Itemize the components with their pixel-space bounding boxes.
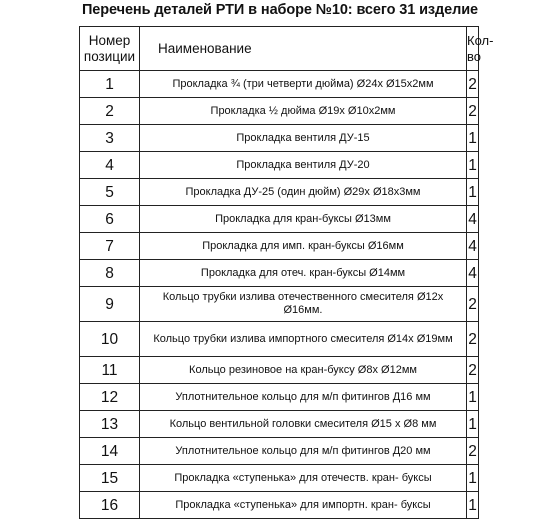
row-quantity: 4 bbox=[467, 260, 479, 287]
table-row bbox=[80, 357, 479, 384]
table-row bbox=[80, 233, 479, 260]
table-row bbox=[80, 384, 479, 411]
row-number: 14 bbox=[80, 438, 140, 465]
row-number: 7 bbox=[80, 233, 140, 260]
row-quantity: 2 bbox=[467, 71, 479, 98]
row-number: 10 bbox=[80, 322, 140, 357]
row-quantity: 2 bbox=[467, 98, 479, 125]
table-row bbox=[80, 411, 479, 438]
table-row bbox=[80, 492, 479, 519]
row-number: 2 bbox=[80, 98, 140, 125]
row-number: 1 bbox=[80, 71, 140, 98]
row-quantity: 1 bbox=[467, 492, 479, 519]
row-number: 9 bbox=[80, 287, 140, 322]
row-number: 4 bbox=[80, 152, 140, 179]
row-quantity: 2 bbox=[467, 438, 479, 465]
table-row bbox=[80, 206, 479, 233]
parts-table bbox=[79, 26, 494, 519]
row-name: Прокладка вентиля ДУ-15 bbox=[140, 125, 467, 152]
row-number: 11 bbox=[80, 357, 140, 384]
row-name: Кольцо трубки излива импортного смесителя Ø14х Ø19мм bbox=[140, 322, 467, 357]
header-position-number: Номер позиции bbox=[80, 27, 140, 71]
row-quantity: 2 bbox=[467, 322, 479, 357]
row-name: Прокладка вентиля ДУ-20 bbox=[140, 152, 467, 179]
table-row bbox=[80, 125, 479, 152]
row-quantity: 1 bbox=[467, 411, 479, 438]
row-name: Уплотнительное кольцо для м/п фитингов Д16 мм bbox=[140, 384, 467, 411]
table-row bbox=[80, 260, 479, 287]
row-number: 5 bbox=[80, 179, 140, 206]
header-name: Наименование bbox=[140, 27, 467, 71]
table-row bbox=[80, 465, 479, 492]
row-number: 16 bbox=[80, 492, 140, 519]
row-number: 12 bbox=[80, 384, 140, 411]
row-number: 15 bbox=[80, 465, 140, 492]
row-name: Прокладка для имп. кран-буксы Ø16мм bbox=[140, 233, 467, 260]
row-name: Прокладка для кран-буксы Ø13мм bbox=[140, 206, 467, 233]
row-name: Прокладка для отеч. кран-буксы Ø14мм bbox=[140, 260, 467, 287]
row-number: 6 bbox=[80, 206, 140, 233]
row-quantity: 1 bbox=[467, 465, 479, 492]
row-quantity: 2 bbox=[467, 357, 479, 384]
table-row bbox=[80, 98, 479, 125]
row-number: 3 bbox=[80, 125, 140, 152]
row-number: 13 bbox=[80, 411, 140, 438]
table-row bbox=[80, 438, 479, 465]
row-name: Уплотнительное кольцо для м/п фитингов Д20 мм bbox=[140, 438, 467, 465]
row-quantity: 4 bbox=[467, 206, 479, 233]
table-header-row bbox=[80, 27, 479, 71]
row-name: Кольцо трубки излива отечественного смесителя Ø12х Ø16мм. bbox=[140, 287, 467, 322]
row-quantity: 4 bbox=[467, 233, 479, 260]
table-row bbox=[80, 179, 479, 206]
row-quantity: 1 bbox=[467, 384, 479, 411]
row-name: Прокладка ½ дюйма Ø19х Ø10х2мм bbox=[140, 98, 467, 125]
row-quantity: 1 bbox=[467, 152, 479, 179]
table-row bbox=[80, 322, 479, 357]
row-quantity: 1 bbox=[467, 179, 479, 206]
table-row bbox=[80, 287, 479, 322]
row-name: Прокладка «ступенька» для импортн. кран- буксы bbox=[140, 492, 467, 519]
row-name: Кольцо резиновое на кран-буксу Ø8х Ø12мм bbox=[140, 357, 467, 384]
row-quantity: 1 bbox=[467, 125, 479, 152]
row-name: Прокладка ¾ (три четверти дюйма) Ø24х Ø15х2мм bbox=[140, 71, 467, 98]
table-row bbox=[80, 71, 479, 98]
row-quantity: 2 bbox=[467, 287, 479, 322]
row-name: Кольцо вентильной головки смесителя Ø15 х Ø8 мм bbox=[140, 411, 467, 438]
row-name: Прокладка «ступенька» для отечеств. кран- буксы bbox=[140, 465, 467, 492]
page-title: Перечень деталей РТИ в наборе №10: всего 31 изделие bbox=[81, 2, 478, 18]
header-quantity: Кол-во bbox=[467, 27, 479, 71]
row-name: Прокладка ДУ-25 (один дюйм) Ø29х Ø18х3мм bbox=[140, 179, 467, 206]
row-number: 8 bbox=[80, 260, 140, 287]
table-row bbox=[80, 152, 479, 179]
